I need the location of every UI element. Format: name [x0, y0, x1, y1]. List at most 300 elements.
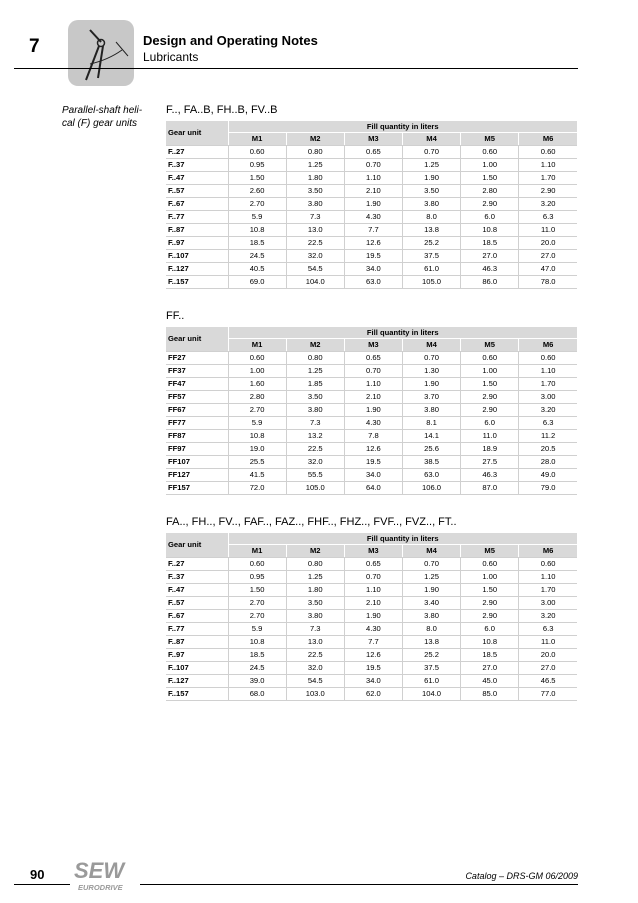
fill-quantity-cell: 2.80 — [461, 185, 519, 198]
page-subtitle: Lubricants — [143, 50, 199, 64]
fill-quantity-cell: 32.0 — [286, 662, 344, 675]
fill-quantity-cell: 2.80 — [228, 391, 286, 404]
fill-quantity-cell: 3.70 — [402, 391, 460, 404]
fill-quantity-cell: 40.5 — [228, 263, 286, 276]
table-row — [166, 688, 577, 701]
section-title: F.., FA..B, FH..B, FV..B — [166, 104, 278, 116]
fill-quantity-cell: 3.80 — [402, 404, 460, 417]
mounting-position-header: M5 — [461, 545, 519, 558]
table-row — [166, 649, 577, 662]
fill-quantity-cell: 12.6 — [344, 443, 402, 456]
fill-quantity-cell: 46.3 — [461, 263, 519, 276]
gear-unit-cell: F..67 — [166, 198, 228, 211]
fill-quantity-cell: 27.0 — [519, 250, 577, 263]
mounting-position-header: M4 — [402, 339, 460, 352]
fill-quantity-cell: 2.90 — [461, 610, 519, 623]
fill-quantity-cell: 1.90 — [344, 610, 402, 623]
mounting-position-header: M4 — [402, 545, 460, 558]
table-row — [166, 211, 577, 224]
fill-quantity-cell: 63.0 — [344, 276, 402, 289]
gear-unit-cell: F..127 — [166, 263, 228, 276]
table-row — [166, 662, 577, 675]
table-row — [166, 391, 577, 404]
fill-quantity-cell: 13.8 — [402, 224, 460, 237]
fill-quantity-cell: 69.0 — [228, 276, 286, 289]
gear-unit-cell: FF37 — [166, 365, 228, 378]
fill-quantity-table — [166, 533, 577, 701]
fill-quantity-cell: 3.50 — [402, 185, 460, 198]
catalog-reference: Catalog – DRS-GM 06/2009 — [465, 871, 578, 881]
section-title: FF.. — [166, 310, 185, 322]
table-row — [166, 456, 577, 469]
fill-quantity-cell: 106.0 — [402, 482, 460, 495]
table-row — [166, 623, 577, 636]
fill-quantity-cell: 0.70 — [344, 571, 402, 584]
fill-quantity-cell: 7.7 — [344, 224, 402, 237]
fill-quantity-cell: 1.10 — [519, 571, 577, 584]
fill-quantity-cell: 8.0 — [402, 623, 460, 636]
fill-quantity-cell: 3.50 — [286, 185, 344, 198]
fill-quantity-cell: 11.0 — [519, 636, 577, 649]
mounting-position-header: M1 — [228, 339, 286, 352]
gear-unit-cell: F..37 — [166, 159, 228, 172]
mounting-position-header: M3 — [344, 133, 402, 146]
page-title: Design and Operating Notes — [143, 33, 318, 48]
gear-unit-cell: F..157 — [166, 276, 228, 289]
table-row — [166, 276, 577, 289]
mounting-position-header: M6 — [519, 545, 577, 558]
fill-quantity-cell: 0.80 — [286, 558, 344, 571]
fill-quantity-cell: 1.70 — [519, 584, 577, 597]
fill-quantity-cell: 1.90 — [402, 378, 460, 391]
fill-quantity-cell: 2.70 — [228, 610, 286, 623]
mounting-position-header: M6 — [519, 339, 577, 352]
fill-quantity-cell: 1.70 — [519, 378, 577, 391]
page-number: 90 — [30, 867, 45, 882]
fill-quantity-cell: 103.0 — [286, 688, 344, 701]
fill-quantity-cell: 1.10 — [519, 365, 577, 378]
fill-quantity-cell: 0.60 — [519, 558, 577, 571]
gear-unit-cell: F..127 — [166, 675, 228, 688]
fill-quantity-cell: 1.50 — [461, 584, 519, 597]
fill-quantity-cell: 105.0 — [286, 482, 344, 495]
fill-quantity-cell: 1.85 — [286, 378, 344, 391]
table-row — [166, 610, 577, 623]
fill-quantity-cell: 7.3 — [286, 211, 344, 224]
fill-quantity-cell: 10.8 — [461, 224, 519, 237]
fill-quantity-cell: 6.3 — [519, 211, 577, 224]
fill-quantity-cell: 18.5 — [461, 649, 519, 662]
fill-quantity-cell: 18.5 — [228, 649, 286, 662]
side-note: Parallel-shaft heli-cal (F) gear units — [62, 105, 143, 129]
fill-quantity-cell: 13.0 — [286, 224, 344, 237]
table-row — [166, 482, 577, 495]
fill-quantity-cell: 5.9 — [228, 417, 286, 430]
fill-quantity-cell: 64.0 — [344, 482, 402, 495]
fill-quantity-cell: 0.60 — [228, 146, 286, 159]
table-row — [166, 172, 577, 185]
mounting-position-header: M2 — [286, 339, 344, 352]
fill-quantity-cell: 85.0 — [461, 688, 519, 701]
fill-quantity-cell: 20.0 — [519, 237, 577, 250]
fill-quantity-cell: 54.5 — [286, 263, 344, 276]
fill-quantity-cell: 2.70 — [228, 597, 286, 610]
fill-quantity-cell: 27.0 — [461, 662, 519, 675]
fill-quantity-cell: 2.90 — [461, 391, 519, 404]
fill-quantity-cell: 55.5 — [286, 469, 344, 482]
svg-text:SEW: SEW — [74, 858, 125, 883]
table-row — [166, 198, 577, 211]
fill-quantity-cell: 19.5 — [344, 456, 402, 469]
gear-unit-cell: F..27 — [166, 558, 228, 571]
table-row — [166, 417, 577, 430]
gear-unit-cell: FF77 — [166, 417, 228, 430]
fill-quantity-cell: 61.0 — [402, 675, 460, 688]
gear-unit-cell: F..97 — [166, 649, 228, 662]
section-fa-fh-fv-variants — [166, 516, 577, 701]
fill-quantity-cell: 27.0 — [461, 250, 519, 263]
fill-quantity-cell: 1.25 — [402, 571, 460, 584]
fill-quantity-cell: 1.30 — [402, 365, 460, 378]
fill-quantity-cell: 3.80 — [402, 198, 460, 211]
fill-quantity-cell: 46.5 — [519, 675, 577, 688]
fill-quantity-cell: 10.8 — [228, 430, 286, 443]
fill-quantity-cell: 22.5 — [286, 649, 344, 662]
fill-quantity-cell: 24.5 — [228, 250, 286, 263]
mounting-position-header: M5 — [461, 339, 519, 352]
fill-quantity-cell: 49.0 — [519, 469, 577, 482]
fill-quantity-cell: 4.30 — [344, 211, 402, 224]
gear-unit-cell: F..67 — [166, 610, 228, 623]
fill-quantity-cell: 19.0 — [228, 443, 286, 456]
fill-quantity-cell: 1.25 — [286, 159, 344, 172]
table-row — [166, 404, 577, 417]
fill-quantity-cell: 2.90 — [461, 597, 519, 610]
fill-quantity-cell: 32.0 — [286, 250, 344, 263]
fill-quantity-cell: 8.1 — [402, 417, 460, 430]
fill-quantity-cell: 1.00 — [461, 159, 519, 172]
gear-unit-cell: F..47 — [166, 172, 228, 185]
gear-unit-cell: FF87 — [166, 430, 228, 443]
fill-quantity-cell: 11.0 — [519, 224, 577, 237]
fill-quantity-cell: 3.80 — [286, 198, 344, 211]
fill-quantity-cell: 3.50 — [286, 597, 344, 610]
fill-quantity-cell: 2.10 — [344, 185, 402, 198]
section-title: FA.., FH.., FV.., FAF.., FAZ.., FHF.., FHZ.., FVF.., FVZ.., FT.. — [166, 516, 457, 528]
footer-divider-left — [14, 884, 70, 885]
fill-quantity-cell: 0.95 — [228, 571, 286, 584]
gear-unit-cell: F..97 — [166, 237, 228, 250]
fill-quantity-cell: 4.30 — [344, 623, 402, 636]
mounting-position-header: M3 — [344, 339, 402, 352]
fill-quantity-cell: 13.2 — [286, 430, 344, 443]
fill-quantity-cell: 1.90 — [402, 584, 460, 597]
chapter-number: 7 — [29, 36, 40, 57]
table-row — [166, 250, 577, 263]
fill-quantity-cell: 6.0 — [461, 623, 519, 636]
table-row — [166, 584, 577, 597]
gear-unit-cell: F..107 — [166, 250, 228, 263]
fill-quantity-cell: 0.60 — [228, 558, 286, 571]
fill-quantity-cell: 1.50 — [228, 172, 286, 185]
fill-quantity-cell: 12.6 — [344, 237, 402, 250]
fill-quantity-cell: 20.5 — [519, 443, 577, 456]
fill-quantity-cell: 18.5 — [461, 237, 519, 250]
footer-divider-right — [140, 884, 578, 885]
gear-unit-cell: F..77 — [166, 623, 228, 636]
fill-quantity-cell: 72.0 — [228, 482, 286, 495]
table-row — [166, 636, 577, 649]
fill-quantity-cell: 25.6 — [402, 443, 460, 456]
table-row — [166, 378, 577, 391]
table-row — [166, 571, 577, 584]
fill-quantity-cell: 1.80 — [286, 172, 344, 185]
fill-quantity-cell: 13.0 — [286, 636, 344, 649]
fill-quantity-cell: 5.9 — [228, 211, 286, 224]
fill-quantity-cell: 12.6 — [344, 649, 402, 662]
section-f-fa-fh-fv — [166, 104, 577, 289]
fill-quantity-cell: 2.60 — [228, 185, 286, 198]
fill-quantity-cell: 1.70 — [519, 172, 577, 185]
fill-quantity-header: Fill quantity in liters — [228, 121, 577, 133]
fill-quantity-cell: 1.25 — [286, 365, 344, 378]
gear-unit-cell: F..57 — [166, 185, 228, 198]
fill-quantity-cell: 13.8 — [402, 636, 460, 649]
fill-quantity-cell: 2.10 — [344, 391, 402, 404]
mounting-position-header: M3 — [344, 545, 402, 558]
fill-quantity-cell: 1.00 — [228, 365, 286, 378]
fill-quantity-cell: 38.5 — [402, 456, 460, 469]
fill-quantity-cell: 3.20 — [519, 198, 577, 211]
fill-quantity-cell: 41.5 — [228, 469, 286, 482]
fill-quantity-cell: 6.3 — [519, 417, 577, 430]
fill-quantity-cell: 18.5 — [228, 237, 286, 250]
svg-text:EURODRIVE: EURODRIVE — [78, 883, 123, 892]
fill-quantity-cell: 78.0 — [519, 276, 577, 289]
fill-quantity-cell: 0.60 — [461, 352, 519, 365]
gear-unit-cell: FF57 — [166, 391, 228, 404]
fill-quantity-cell: 27.5 — [461, 456, 519, 469]
fill-quantity-cell: 2.70 — [228, 198, 286, 211]
fill-quantity-cell: 8.0 — [402, 211, 460, 224]
gear-unit-cell: F..57 — [166, 597, 228, 610]
fill-quantity-cell: 4.30 — [344, 417, 402, 430]
fill-quantity-cell: 0.65 — [344, 146, 402, 159]
fill-quantity-cell: 86.0 — [461, 276, 519, 289]
fill-quantity-cell: 37.5 — [402, 662, 460, 675]
fill-quantity-cell: 10.8 — [461, 636, 519, 649]
gear-unit-cell: FF67 — [166, 404, 228, 417]
fill-quantity-cell: 0.70 — [344, 159, 402, 172]
fill-quantity-cell: 3.80 — [402, 610, 460, 623]
fill-quantity-cell: 105.0 — [402, 276, 460, 289]
fill-quantity-cell: 0.70 — [402, 352, 460, 365]
fill-quantity-cell: 1.90 — [344, 404, 402, 417]
fill-quantity-cell: 0.70 — [344, 365, 402, 378]
fill-quantity-cell: 3.20 — [519, 404, 577, 417]
fill-quantity-cell: 25.5 — [228, 456, 286, 469]
mounting-position-header: M2 — [286, 133, 344, 146]
fill-quantity-cell: 5.9 — [228, 623, 286, 636]
fill-quantity-cell: 2.90 — [519, 185, 577, 198]
fill-quantity-cell: 1.10 — [344, 378, 402, 391]
fill-quantity-cell: 1.10 — [344, 172, 402, 185]
fill-quantity-cell: 1.60 — [228, 378, 286, 391]
table-row — [166, 146, 577, 159]
fill-quantity-cell: 11.2 — [519, 430, 577, 443]
fill-quantity-cell: 0.70 — [402, 558, 460, 571]
fill-quantity-cell: 1.10 — [519, 159, 577, 172]
fill-quantity-cell: 28.0 — [519, 456, 577, 469]
table-row — [166, 443, 577, 456]
fill-quantity-cell: 34.0 — [344, 675, 402, 688]
fill-quantity-cell: 2.70 — [228, 404, 286, 417]
fill-quantity-cell: 34.0 — [344, 469, 402, 482]
table-row — [166, 237, 577, 250]
fill-quantity-cell: 45.0 — [461, 675, 519, 688]
fill-quantity-cell: 0.65 — [344, 352, 402, 365]
fill-quantity-cell: 0.70 — [402, 146, 460, 159]
gear-unit-cell: FF157 — [166, 482, 228, 495]
table-row — [166, 352, 577, 365]
gear-unit-cell: FF107 — [166, 456, 228, 469]
fill-quantity-cell: 0.95 — [228, 159, 286, 172]
mounting-position-header: M4 — [402, 133, 460, 146]
fill-quantity-cell: 22.5 — [286, 443, 344, 456]
fill-quantity-cell: 10.8 — [228, 224, 286, 237]
gear-unit-cell: F..87 — [166, 636, 228, 649]
fill-quantity-cell: 32.0 — [286, 456, 344, 469]
fill-quantity-cell: 68.0 — [228, 688, 286, 701]
fill-quantity-cell: 1.90 — [402, 172, 460, 185]
fill-quantity-cell: 46.3 — [461, 469, 519, 482]
header-divider — [14, 68, 578, 69]
fill-quantity-cell: 87.0 — [461, 482, 519, 495]
fill-quantity-cell: 1.50 — [461, 172, 519, 185]
fill-quantity-cell: 3.80 — [286, 610, 344, 623]
fill-quantity-cell: 0.60 — [461, 558, 519, 571]
fill-quantity-cell: 37.5 — [402, 250, 460, 263]
fill-quantity-cell: 63.0 — [402, 469, 460, 482]
fill-quantity-cell: 1.80 — [286, 584, 344, 597]
fill-quantity-cell: 34.0 — [344, 263, 402, 276]
fill-quantity-table — [166, 327, 577, 495]
fill-quantity-cell: 1.50 — [228, 584, 286, 597]
fill-quantity-cell: 25.2 — [402, 649, 460, 662]
fill-quantity-cell: 6.3 — [519, 623, 577, 636]
gear-unit-cell: F..157 — [166, 688, 228, 701]
mounting-position-header: M1 — [228, 133, 286, 146]
fill-quantity-cell: 11.0 — [461, 430, 519, 443]
table-row — [166, 597, 577, 610]
fill-quantity-cell: 25.2 — [402, 237, 460, 250]
gear-unit-cell: FF97 — [166, 443, 228, 456]
gear-unit-header: Gear unit — [166, 327, 228, 352]
fill-quantity-cell: 0.60 — [461, 146, 519, 159]
fill-quantity-cell: 61.0 — [402, 263, 460, 276]
gear-unit-cell: F..87 — [166, 224, 228, 237]
gear-unit-header: Gear unit — [166, 533, 228, 558]
fill-quantity-cell: 27.0 — [519, 662, 577, 675]
fill-quantity-cell: 2.90 — [461, 404, 519, 417]
fill-quantity-cell: 0.60 — [519, 146, 577, 159]
gear-unit-cell: FF47 — [166, 378, 228, 391]
fill-quantity-cell: 62.0 — [344, 688, 402, 701]
fill-quantity-cell: 54.5 — [286, 675, 344, 688]
fill-quantity-cell: 19.5 — [344, 250, 402, 263]
mounting-position-header: M5 — [461, 133, 519, 146]
table-row — [166, 558, 577, 571]
gear-unit-cell: F..27 — [166, 146, 228, 159]
table-row — [166, 159, 577, 172]
fill-quantity-cell: 7.8 — [344, 430, 402, 443]
fill-quantity-cell: 0.60 — [519, 352, 577, 365]
gear-unit-cell: F..77 — [166, 211, 228, 224]
table-row — [166, 365, 577, 378]
sew-eurodrive-logo — [72, 858, 140, 892]
compass-icon — [68, 20, 134, 86]
gear-unit-cell: FF127 — [166, 469, 228, 482]
table-row — [166, 185, 577, 198]
fill-quantity-cell: 7.3 — [286, 417, 344, 430]
fill-quantity-cell: 3.20 — [519, 610, 577, 623]
gear-unit-cell: FF27 — [166, 352, 228, 365]
table-row — [166, 675, 577, 688]
fill-quantity-cell: 1.00 — [461, 571, 519, 584]
fill-quantity-cell: 7.7 — [344, 636, 402, 649]
mounting-position-header: M2 — [286, 545, 344, 558]
fill-quantity-cell: 1.10 — [344, 584, 402, 597]
table-row — [166, 469, 577, 482]
fill-quantity-cell: 1.00 — [461, 365, 519, 378]
fill-quantity-cell: 1.25 — [402, 159, 460, 172]
fill-quantity-cell: 2.90 — [461, 198, 519, 211]
fill-quantity-cell: 0.80 — [286, 146, 344, 159]
fill-quantity-cell: 19.5 — [344, 662, 402, 675]
fill-quantity-cell: 18.9 — [461, 443, 519, 456]
mounting-position-header: M6 — [519, 133, 577, 146]
fill-quantity-cell: 10.8 — [228, 636, 286, 649]
gear-unit-cell: F..107 — [166, 662, 228, 675]
gear-unit-cell: F..47 — [166, 584, 228, 597]
fill-quantity-cell: 0.60 — [228, 352, 286, 365]
gear-unit-header: Gear unit — [166, 121, 228, 146]
fill-quantity-cell: 24.5 — [228, 662, 286, 675]
mounting-position-header: M1 — [228, 545, 286, 558]
fill-quantity-cell: 20.0 — [519, 649, 577, 662]
fill-quantity-header: Fill quantity in liters — [228, 327, 577, 339]
fill-quantity-cell: 7.3 — [286, 623, 344, 636]
fill-quantity-cell: 22.5 — [286, 237, 344, 250]
table-row — [166, 263, 577, 276]
fill-quantity-cell: 39.0 — [228, 675, 286, 688]
fill-quantity-header: Fill quantity in liters — [228, 533, 577, 545]
fill-quantity-cell: 77.0 — [519, 688, 577, 701]
fill-quantity-cell: 47.0 — [519, 263, 577, 276]
gear-unit-cell: F..37 — [166, 571, 228, 584]
fill-quantity-cell: 104.0 — [286, 276, 344, 289]
fill-quantity-cell: 2.10 — [344, 597, 402, 610]
fill-quantity-table — [166, 121, 577, 289]
fill-quantity-cell: 3.50 — [286, 391, 344, 404]
fill-quantity-cell: 3.00 — [519, 597, 577, 610]
fill-quantity-cell: 3.40 — [402, 597, 460, 610]
fill-quantity-cell: 6.0 — [461, 211, 519, 224]
fill-quantity-cell: 3.00 — [519, 391, 577, 404]
fill-quantity-cell: 3.80 — [286, 404, 344, 417]
fill-quantity-cell: 1.90 — [344, 198, 402, 211]
fill-quantity-cell: 1.25 — [286, 571, 344, 584]
